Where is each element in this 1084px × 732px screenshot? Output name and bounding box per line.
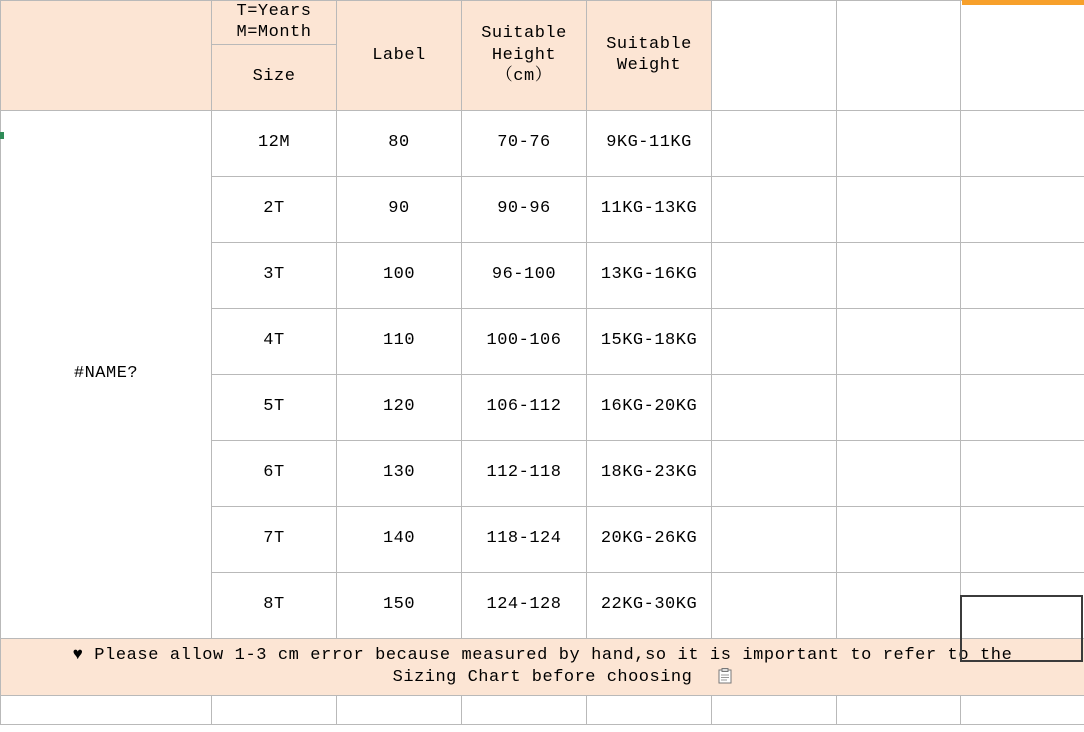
cell-weight[interactable]: 18KG-23KG: [587, 440, 712, 506]
cell-label[interactable]: 80: [337, 110, 462, 176]
cell-weight[interactable]: 9KG-11KG: [587, 110, 712, 176]
note-cell[interactable]: [1, 638, 1084, 695]
header-suitable-weight[interactable]: [587, 1, 712, 111]
cell-weight[interactable]: 20KG-26KG: [587, 506, 712, 572]
header-blank-1[interactable]: [712, 1, 837, 111]
cell-extra-1[interactable]: [712, 506, 837, 572]
cell-label[interactable]: 150: [337, 572, 462, 638]
cell-size[interactable]: 6T: [212, 440, 337, 506]
empty-cell-5[interactable]: [712, 695, 837, 724]
cell-label[interactable]: 130: [337, 440, 462, 506]
header-height-line2: Height: [491, 45, 557, 65]
cell-height[interactable]: 124-128: [462, 572, 587, 638]
cell-size[interactable]: 5T: [212, 374, 337, 440]
cell-extra-2[interactable]: [837, 110, 961, 176]
cell-height[interactable]: 96-100: [462, 242, 587, 308]
header-size-line2: M=Month: [236, 23, 312, 43]
cell-height[interactable]: 70-76: [462, 110, 587, 176]
cell-size[interactable]: 7T: [212, 506, 337, 572]
empty-row: [1, 695, 1084, 724]
cell-height[interactable]: 112-118: [462, 440, 587, 506]
cell-weight[interactable]: 13KG-16KG: [587, 242, 712, 308]
cell-extra-2[interactable]: [837, 242, 961, 308]
empty-cell-2[interactable]: [337, 695, 462, 724]
cell-extra-3[interactable]: [961, 572, 1084, 638]
note-line-1: ♥ Please allow 1-3 cm error because measured by hand,so it is important to refer to the: [72, 646, 1013, 666]
header-height-line3: （cm）: [495, 66, 553, 86]
header-size-line1: T=Years: [236, 2, 312, 21]
cell-extra-1[interactable]: [712, 308, 837, 374]
cell-weight[interactable]: 22KG-30KG: [587, 572, 712, 638]
cell-extra-3[interactable]: [961, 176, 1084, 242]
cell-extra-1[interactable]: [712, 374, 837, 440]
cell-extra-2[interactable]: [837, 572, 961, 638]
cell-extra-3[interactable]: [961, 308, 1084, 374]
empty-cell-0[interactable]: [1, 695, 212, 724]
column-selection-indicator: [962, 0, 1084, 5]
header-weight-line2: Weight: [616, 56, 682, 76]
cell-extra-1[interactable]: [712, 572, 837, 638]
cell-extra-3[interactable]: [961, 374, 1084, 440]
cell-height[interactable]: 90-96: [462, 176, 587, 242]
cell-extra-1[interactable]: [712, 176, 837, 242]
cell-height[interactable]: 106-112: [462, 374, 587, 440]
header-blank-3[interactable]: [961, 1, 1084, 111]
cell-extra-2[interactable]: [837, 506, 961, 572]
cell-extra-2[interactable]: [837, 374, 961, 440]
cell-label[interactable]: 100: [337, 242, 462, 308]
cell-extra-3[interactable]: [961, 242, 1084, 308]
cell-height[interactable]: 100-106: [462, 308, 587, 374]
cell-extra-1[interactable]: [712, 440, 837, 506]
empty-cell-1[interactable]: [212, 695, 337, 724]
left-corner-cell[interactable]: [1, 1, 212, 111]
cell-label[interactable]: 140: [337, 506, 462, 572]
empty-cell-7[interactable]: [961, 695, 1084, 724]
left-name-cell[interactable]: #NAME?: [1, 110, 212, 638]
cell-weight[interactable]: 15KG-18KG: [587, 308, 712, 374]
cell-extra-2[interactable]: [837, 440, 961, 506]
cell-extra-1[interactable]: [712, 110, 837, 176]
header-weight-line1: Suitable: [606, 35, 692, 54]
row-selection-marker: [0, 132, 4, 139]
header-size[interactable]: Size: [212, 44, 337, 110]
cell-extra-3[interactable]: [961, 110, 1084, 176]
note-row: [1, 638, 1084, 695]
cell-size[interactable]: 8T: [212, 572, 337, 638]
empty-cell-3[interactable]: [462, 695, 587, 724]
cell-weight[interactable]: 16KG-20KG: [587, 374, 712, 440]
cell-size[interactable]: 3T: [212, 242, 337, 308]
header-suitable-height[interactable]: [462, 1, 587, 111]
note-line-2: Sizing Chart before choosing: [392, 667, 693, 687]
cell-extra-2[interactable]: [837, 176, 961, 242]
cell-size[interactable]: 4T: [212, 308, 337, 374]
cell-label[interactable]: 110: [337, 308, 462, 374]
cell-weight[interactable]: 11KG-13KG: [587, 176, 712, 242]
cell-size[interactable]: 2T: [212, 176, 337, 242]
clipboard-icon[interactable]: [718, 668, 732, 684]
header-blank-2[interactable]: [837, 1, 961, 111]
empty-cell-6[interactable]: [837, 695, 961, 724]
cell-label[interactable]: 90: [337, 176, 462, 242]
header-label[interactable]: Label: [337, 1, 462, 111]
cell-size[interactable]: 12M: [212, 110, 337, 176]
table-header-row-top: [1, 1, 1084, 45]
cell-extra-3[interactable]: [961, 440, 1084, 506]
cell-extra-2[interactable]: [837, 308, 961, 374]
cell-label[interactable]: 120: [337, 374, 462, 440]
header-height-line1: Suitable: [481, 24, 567, 44]
cell-height[interactable]: 118-124: [462, 506, 587, 572]
table-row: [1, 110, 1084, 176]
empty-cell-4[interactable]: [587, 695, 712, 724]
cell-extra-3[interactable]: [961, 506, 1084, 572]
header-size-years-month[interactable]: [212, 1, 337, 45]
cell-extra-1[interactable]: [712, 242, 837, 308]
